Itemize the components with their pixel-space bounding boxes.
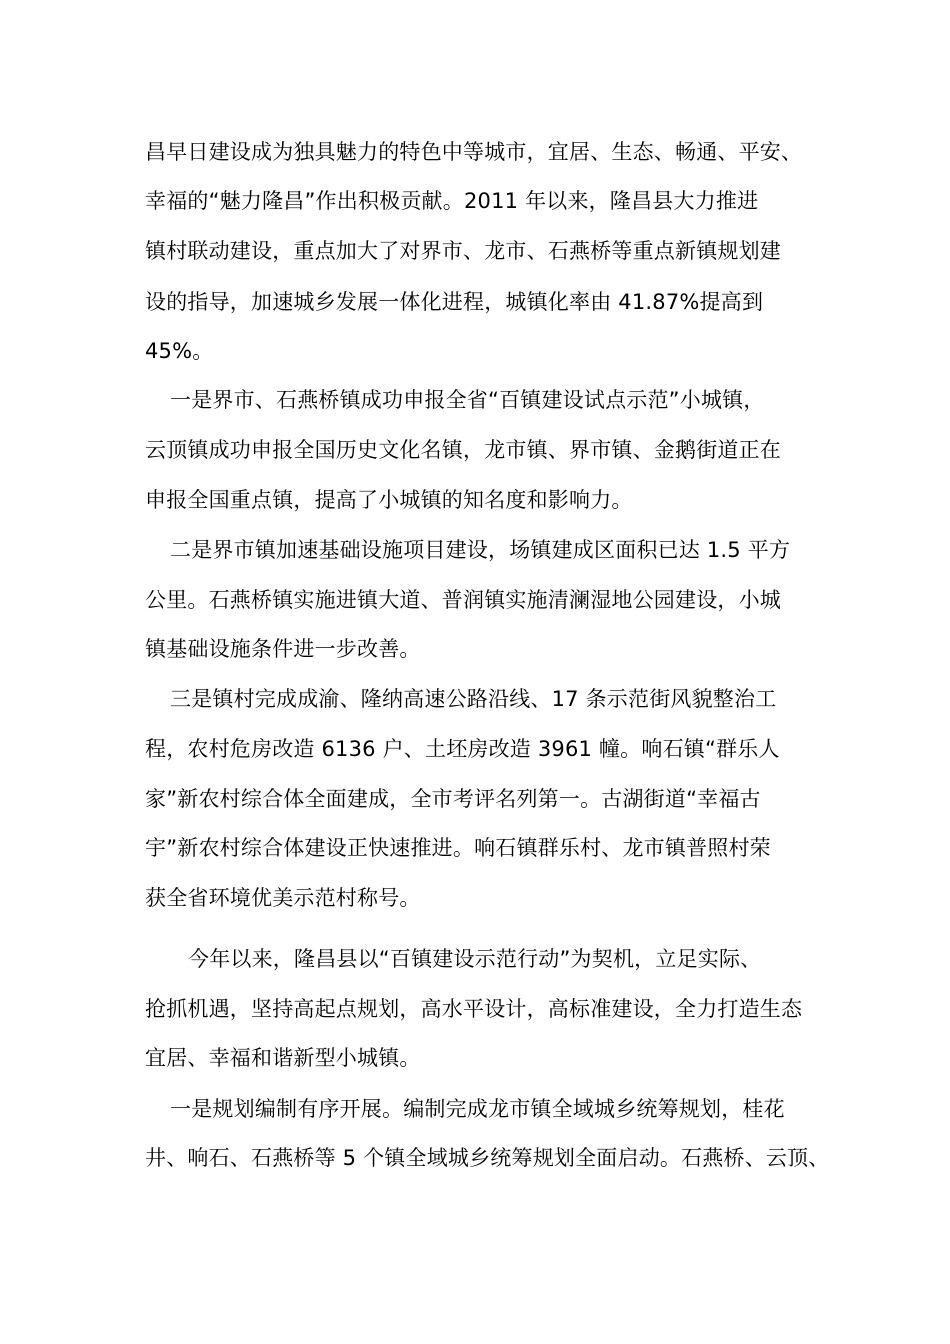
text-line: 程，农村危房改造 6136 户、土坯房改造 3961 幢。响石镇“群乐人 [145, 737, 780, 761]
text-line: 今年以来，隆昌县以“百镇建设示范行动”为契机，立足实际、 [188, 947, 762, 971]
text-line: 宜居、幸福和谐新型小城镇。 [145, 1046, 421, 1070]
text-line: 公里。石燕桥镇实施进镇大道、普润镇实施清澜湿地公园建设，小城 [145, 588, 781, 612]
text-line: 抢抓机遇，坚持高起点规划，高水平设计，高标准建设，全力打造生态 [145, 997, 803, 1021]
text-line: 申报全国重点镇，提高了小城镇的知名度和影响力。 [145, 488, 633, 512]
text-line: 一是规划编制有序开展。编制完成龙市镇全域城乡统筹规划，桂花 [170, 1097, 785, 1121]
text-line: 45%。 [145, 339, 214, 363]
text-line: 家”新农村综合体全面建成，全市考评名列第一。古湖街道“幸福古 [145, 787, 761, 811]
text-line: 镇村联动建设，重点加大了对界市、龙市、石燕桥等重点新镇规划建 [145, 239, 781, 263]
text-line: 井、响石、石燕桥等 5 个镇全域城乡统筹规划全面启动。石燕桥、云顶、 [145, 1146, 830, 1170]
text-line: 幸福的“魅力隆昌”作出积极贡献。2011 年以来，隆昌县大力推进 [145, 189, 759, 213]
text-line: 三是镇村完成成渝、隆纳高速公路沿线、17 条示范街风貌整治工 [170, 687, 777, 711]
text-line: 宇”新农村综合体建设正快速推进。响石镇群乐村、龙市镇普照村荣 [145, 836, 771, 860]
text-line: 获全省环境优美示范村称号。 [145, 886, 421, 910]
text-line: 镇基础设施条件进一步改善。 [145, 637, 421, 661]
text-line: 云顶镇成功申报全国历史文化名镇，龙市镇、界市镇、金鹅街道正在 [145, 438, 781, 462]
text-line: 昌早日建设成为独具魅力的特色中等城市，宜居、生态、畅通、平安、 [145, 140, 803, 164]
text-line: 一是界市、石燕桥镇成功申报全省“百镇建设试点示范”小城镇， [170, 388, 765, 412]
text-line: 二是界市镇加速基础设施项目建设，场镇建成区面积已达 1.5 平方 [170, 538, 791, 562]
text-line: 设的指导，加速城乡发展一体化进程，城镇化率由 41.87%提高到 [145, 290, 764, 314]
